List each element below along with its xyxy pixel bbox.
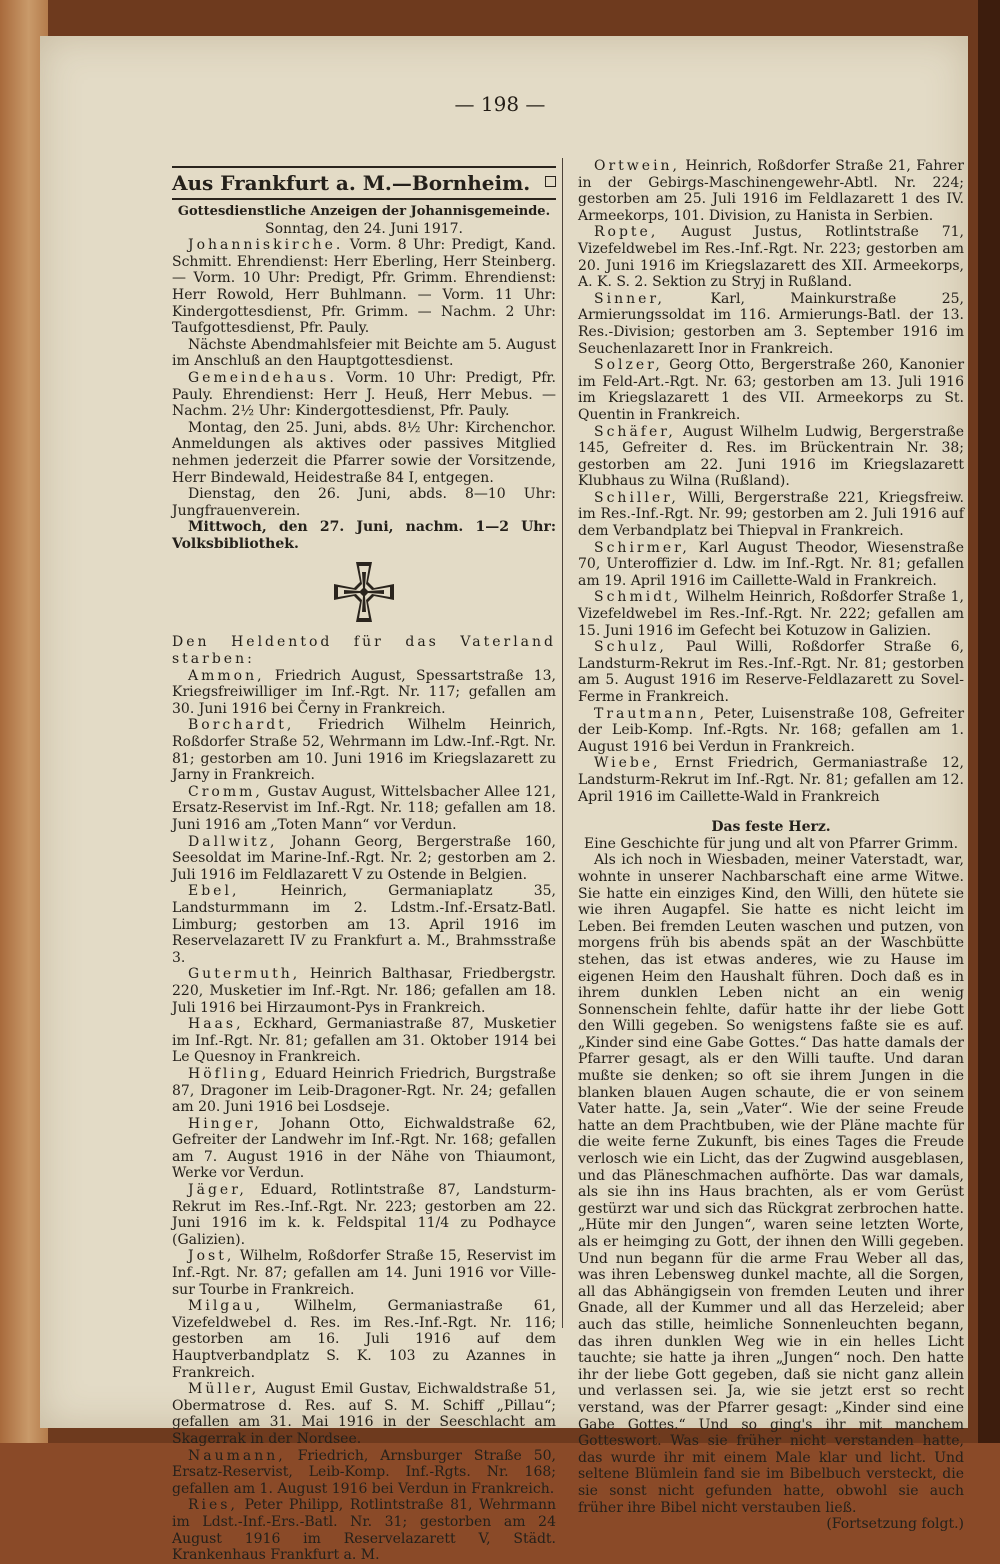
fallen-entry xyxy=(578,706,964,756)
fallen-details: Johann Otto, Eichwaldstraße 62, Gefreiter der Landwehr im Inf.-Rgt. Nr. 168; gefallen am 7. August 1916 in der Nähe von Thiaumont, Werke vor Verdun. xyxy=(172,1115,556,1182)
fallen-entry xyxy=(578,589,964,639)
fallen-name: Ries, xyxy=(188,1497,238,1514)
service-date: Sonntag, den 24. Juni 1917. xyxy=(265,220,463,237)
fallen-entry xyxy=(578,755,964,805)
fallen-name: Müller, xyxy=(188,1381,260,1398)
fallen-name: Ortwein, xyxy=(594,158,681,174)
fallen-details: Georg Otto, Bergerstraße 260, Kanonier im Feld-Art.-Rgt. Nr. 63; gestorben am 13. Juli 1916 im Kriegslazarett 1 des VII. Armeekorps zu St. Quentin in Frankreich. xyxy=(578,357,965,423)
fallen-details: August Justus, Rotlintstraße 71, Vizefeldwebel im Res.-Inf.-Rgt. Nr. 223; gestorben am 20. Juni 1916 im Kriegslazarett des XII. Armeekorps, A. K. S. 2. Sektion zu Stryj in Rußland. xyxy=(578,224,964,291)
paragraph-gemeindehaus xyxy=(172,370,556,420)
fallen-name: Dallwitz, xyxy=(188,833,278,850)
fallen-details: Ernst Friedrich, Germaniastraße 12, Landsturm-Rekrut im Inf.-Rgt. Nr. 81; gefallen am 12. April 1916 im Caillette-Wald in Frankreich xyxy=(578,755,964,805)
fallen-name: Sinner, xyxy=(594,290,665,307)
fallen-name: Schäfer, xyxy=(594,423,676,440)
paragraph-abendmahl: Nächste Abendmahlsfeier mit Beichte am 5. August im Anschluß an den Hauptgottesdienst. xyxy=(172,336,556,370)
fallen-details: Karl August Theodor, Wiesenstraße 70, Unteroffizier d. Ldw. im Inf.-Rgt. Nr. 81; gefallen am 19. April 1916 im Caillette-Wald in Frankreich. xyxy=(578,539,964,589)
fallen-entry xyxy=(172,1016,556,1066)
fallen-details: Heinrich, Germaniaplatz 35, Landsturmmann im 2. Ldstm.-Inf.-Ersatz-Batl. Limburg; gestorben am 13. April 1916 im Reservelazarett IV zu Frankfurt a. M., Brahmsstraße 3. xyxy=(172,883,557,966)
story-subtitle: Eine Geschichte für jung und alt von Pfarrer Grimm. xyxy=(583,835,959,852)
fallen-entry xyxy=(172,834,556,884)
fallen-entry xyxy=(172,966,556,1016)
fallen-heading: Den Heldentod für das Vaterland starben: xyxy=(172,634,556,668)
fallen-details: Wilhelm Heinrich, Roßdorfer Straße 1, Vizefeldwebel im Res.-Inf.-Rgt. Nr. 222; gefallen am 15. Juni 1916 im Gefecht bei Kotuzow in Galizien. xyxy=(578,589,965,639)
fallen-details: Willi, Bergerstraße 221, Kriegsfreiw. im Res.-Inf.-Rgt. Nr. 99; gestorben am 2. Juli 1916 auf dem Verbandplatz bei Thiepval in Frankreich. xyxy=(578,489,965,540)
fallen-entry xyxy=(578,639,964,705)
fallen-entry xyxy=(578,490,964,540)
fallen-details: Wilhelm, Roßdorfer Straße 15, Reservist im Inf.-Rgt. Nr. 87; gefallen am 14. Juni 1916 vor Ville-sur Tourbe in Frankreich. xyxy=(172,1248,556,1298)
fallen-entry xyxy=(578,357,964,423)
fallen-name: Hinger, xyxy=(188,1115,262,1132)
fallen-entry xyxy=(578,424,964,490)
fallen-name: Solzer, xyxy=(594,357,663,374)
fallen-name: Jäger, xyxy=(188,1182,247,1199)
fallen-details: Friedrich Wilhelm Heinrich, Roßdorfer Straße 52, Wehrmann im Ldw.-Inf.-Rgt. Nr. 81; gestorben am 10. Juni 1916 im Kriegslazarett zu Jarny in Frankreich. xyxy=(172,717,556,784)
fallen-details: August Wilhelm Ludwig, Bergerstraße 145, Gefreiter d. Res. im Brückentrain Nr. 38; gestorben am 22. Juni 1916 im Kriegslazarett Klubhaus zu Wilna (Rußland). xyxy=(578,423,965,490)
fallen-entry xyxy=(172,1497,556,1563)
fallen-name: Schulz, xyxy=(594,639,667,656)
section-heading xyxy=(172,166,556,200)
fallen-details: Eduard, Rotlintstraße 87, Landsturm-Rekrut im Res.-Inf.-Rgt. Nr. 223; gestorben am 22. Juni 1916 im k. k. Feldspital 11/4 zu Podhayce (Galizien). xyxy=(172,1182,557,1248)
fallen-details: Wilhelm, Germaniastraße 61, Vizefeldwebel d. Res. im Res.-Inf.-Rgt. Nr. 116; gestorben am 16. Juli 1916 auf dem Hauptverbandplatz S. K. 103 zu Azannes in Frankreich. xyxy=(172,1298,556,1381)
fallen-name: Wiebe, xyxy=(594,755,661,772)
fallen-entry xyxy=(578,540,964,590)
fallen-entry xyxy=(578,291,964,357)
fallen-name: Ropte, xyxy=(594,224,659,241)
paragraph-montag: Montag, den 25. Juni, abds. 8½ Uhr: Kirchenchor. Anmeldungen als aktives oder passives Mitglied nehmen jederzeit die Pfarrer sowie der Vorsitzende, Herr Bindewald, Heidestraße 84 I, entgegen. xyxy=(172,419,556,486)
fallen-list-left xyxy=(172,668,556,1564)
fallen-name: Ebel, xyxy=(188,883,240,900)
fallen-entry xyxy=(172,784,556,834)
fallen-name: Schiller, xyxy=(594,489,679,506)
square-icon xyxy=(545,176,556,187)
fallen-entry xyxy=(172,883,556,966)
iron-cross-icon xyxy=(332,560,396,624)
fallen-entry xyxy=(172,668,556,718)
fallen-details: Gustav August, Wittelsbacher Allee 121, Ersatz-Reservist im Inf.-Rgt. Nr. 118; gefallen am 18. Juni 1916 am „Toten Mann“ vor Verdun. xyxy=(172,783,556,833)
book-cover-edge xyxy=(978,0,1000,1443)
fallen-details: Eckhard, Germaniastraße 87, Musketier im Inf.-Rgt. Nr. 81; gefallen am 31. Oktober 1914 bei Le Quesnoy in Frankreich. xyxy=(172,1016,556,1066)
fallen-details: August Emil Gustav, Eichwaldstraße 51, Obermatrose d. Res. auf S. M. Schiff „Pillau“; gefallen am 31. Mai 1916 in der Seeschlacht am Skagerrak in der Nordsee. xyxy=(172,1381,556,1447)
fallen-name: Haas, xyxy=(188,1016,244,1033)
fallen-details: Paul Willi, Roßdorfer Straße 6, Landsturm-Rekrut im Res.-Inf.-Rgt. Nr. 81; gestorben am 5. August 1916 im Reserve-Feldlazarett zu Sovel-Ferme in Frankreich. xyxy=(578,639,965,705)
text-johanniskirche: Vorm. 8 Uhr: Predigt, Kand. Schmitt. Ehrendienst: Herr Eberling, Herr Steinberg. — Vorm. 10 Uhr: Predigt, Pfr. Grimm. Ehrendienst: Herr Rowold, Herr Buhlmann. — Vorm. 11 Uhr: Kindergottesdienst, Pfr. Grimm. — Nachm. 2 Uhr: Taufgottesdienst, Pfr. Pauly. xyxy=(172,237,557,337)
fallen-details: Peter, Luisenstraße 108, Gefreiter der Leib-Komp. Inf.-Rgts. Nr. 168; gefallen am 1. August 1916 bei Verdun in Frankreich. xyxy=(578,705,965,755)
fallen-entry xyxy=(172,717,556,783)
fallen-details: Friedrich August, Spessartstraße 13, Kriegsfreiwilliger im Inf.-Rgt. Nr. 117; gefallen am 30. Juni 1916 bei Černy in Frankreich. xyxy=(172,667,557,717)
lead-johanniskirche: Johanniskirche. xyxy=(188,237,344,254)
paragraph-johanniskirche xyxy=(172,237,556,337)
story-paragraph: Als ich noch in Wiesbaden, meiner Vaterstadt, war, wohnte in unserer Nachbarschaft eine arme Witwe. Sie hatte ein einziges Kind, den Willi, den hütete sie wie ihren Augapfel. Sie hatte es nicht leicht im Leben. Bei fremden Leuten waschen und putzen, von morgens früh bis abends spät an der Waschbütte stehen, das ist etwas anderes, wie zu Hause im eigenen Heim den Haushalt führen. Doch daß es in ihrem dunklen Leben nicht an ein wenig Sonnenschein fehlte, dafür hatte ihr der liebe Gott den Willi gegeben. So wenigstens faßte sie es auf. „Kinder sind eine Gabe Gottes.“ Das hatte damals der Pfarrer gesagt, als er den Willi taufte. Und daran mußte sie denken; so oft sie ihrem Jungen in die blanken blauen Augen schaute, die er von seinem Vater hatte. Ja, sein „Vater“. Wie der seine Freude hatte an dem Prachtbuben, wie der Pläne machte für die weite ferne Zukunft, bis eines Tages die Freude verlosch wie ein Licht, das der Zugwind ausgeblasen, und das Pläneschmachen aufhörte. Das war damals, als sie ihn ins Haus brachten, als er vom Gerüst gestürzt war und sich das Rückgrat zerbrochen hatte. „Hüte mir den Jungen“, waren seine letzten Worte, als er heimging zu Gott, der ihnen den Willi gegeben. Und nun begann für die arme Frau Weber all das, was ihren Lebensweg dunkel machte, all die Sorgen, all das Abhängigsein von fremden Leuten und ihrer Gnade, all der Kummer und all das Herzeleid; aber auch das stille, heimliche Sonnenleuchten begann, das ihren dunklen Weg wie in ein helles Licht tauchte; sie hatte ja ihren „Jungen“ noch. Den hatte ihr der liebe Gott gegeben, daß sie nicht ganz allein und verlassen sei. Ja, wie sie jetzt erst so recht verstand, was der Pfarrer gesagt: „Kinder sind eine Gabe Gottes.“ Und so ging's ihr mit manchem Gotteswort. Was sie früher nicht verstanden hatte, das wurde ihr mit einem Male klar und licht. Und seltene Blümlein fand sie im Bibelbuch versteckt, die sie sonst nicht gefunden hatte, obwohl sie auch früher ihre Bibel nicht verstauben ließ. xyxy=(578,852,964,1516)
fallen-details: Friedrich, Arnsburger Straße 50, Ersatz-Reservist, Leib-Komp. Inf.-Rgts. Nr. 168; gefallen am 1. August 1916 bei Verdun in Frankreich. xyxy=(172,1447,557,1497)
fallen-entry xyxy=(172,1116,556,1182)
fallen-name: Milgau, xyxy=(188,1298,264,1315)
fallen-details: Peter Philipp, Rotlintstraße 81, Wehrmann im Ldst.-Inf.-Ers.-Batl. Nr. 31; gestorben am 24 August 1916 im Reservelazarett V, Städt. Krankenhaus Frankfurt a. M. xyxy=(172,1497,556,1564)
fallen-entry xyxy=(578,158,964,224)
continued-note: (Fortsetzung folgt.) xyxy=(826,1516,964,1533)
fallen-name: Schmidt, xyxy=(594,589,682,606)
fallen-entry xyxy=(578,224,964,290)
fallen-name: Jost, xyxy=(188,1248,235,1265)
fallen-details: Heinrich Balthasar, Friedbergstr. 220, Musketier im Inf.-Rgt. Nr. 186; gefallen am 18. Juli 1916 bei Hirzaumont-Pys in Frankreich. xyxy=(172,966,556,1016)
page-number: — 198 — xyxy=(454,92,546,116)
fallen-name: Naumann, xyxy=(188,1447,286,1464)
fallen-name: Schirmer, xyxy=(594,539,690,556)
fallen-name: Gutermuth, xyxy=(188,966,301,983)
section-heading-text: Aus Frankfurt a. M.—Bornheim. xyxy=(172,171,531,195)
fallen-entry xyxy=(172,1182,556,1248)
lead-gemeindehaus: Gemeindehaus. xyxy=(188,369,337,386)
fallen-entry xyxy=(172,1298,556,1381)
fallen-details: Heinrich, Roßdorfer Straße 21, Fahrer in der Gebirgs-Maschinengewehr-Abtl. Nr. 224; gestorben am 25. Juli 1916 im Feldlazarett 1 des IV. Armeekorps, 101. Division, zu Hanista in Serbien. xyxy=(578,158,964,224)
fallen-name: Ammon, xyxy=(188,667,265,684)
fallen-entry xyxy=(172,1381,556,1447)
fallen-name: Trautmann, xyxy=(594,705,708,722)
paragraph-mittwoch: Mittwoch, den 27. Juni, nachm. 1—2 Uhr: Volksbibliothek. xyxy=(172,519,556,552)
subheading: Gottesdienstliche Anzeigen der Johannisgemeinde. xyxy=(177,204,551,219)
fallen-entry xyxy=(172,1066,556,1116)
right-column xyxy=(578,158,964,1533)
left-column xyxy=(172,166,556,1564)
text-gemeindehaus: Vorm. 10 Uhr: Predigt, Pfr. Pauly. Ehrendienst: Herr J. Heuß, Herr Mebus. — Nachm. 2½ Uhr: Kindergottesdienst, Pfr. Pauly. xyxy=(172,369,557,420)
story-title: Das feste Herz. xyxy=(711,819,831,836)
fallen-details: Eduard Heinrich Friedrich, Burgstraße 87, Dragoner im Leib-Dragoner-Rgt. Nr. 24; gefallen am 20. Juni 1916 bei Losdseje. xyxy=(172,1065,557,1116)
fallen-name: Borchardt, xyxy=(188,717,295,734)
fallen-list-right xyxy=(578,158,964,805)
fallen-details: Johann Georg, Bergerstraße 160, Seesoldat im Marine-Inf.-Rgt. Nr. 2; gestorben am 2. Juli 1916 im Feldlazarett V zu Ostende in Belgien. xyxy=(172,833,556,883)
fallen-details: Karl, Mainkurstraße 25, Armierungssoldat im 116. Armierungs-Batl. der 13. Res.-Division; gestorben am 3. September 1916 im Seuchenlazarett Inor in Frankreich. xyxy=(578,290,964,357)
fallen-name: Cromm, xyxy=(188,783,263,800)
fallen-name: Höfling, xyxy=(188,1065,270,1082)
fallen-entry xyxy=(172,1448,556,1498)
fallen-entry xyxy=(172,1248,556,1298)
paragraph-dienstag: Dienstag, den 26. Juni, abds. 8—10 Uhr: Jungfrauenverein. xyxy=(172,486,556,519)
column-divider xyxy=(562,158,563,1328)
